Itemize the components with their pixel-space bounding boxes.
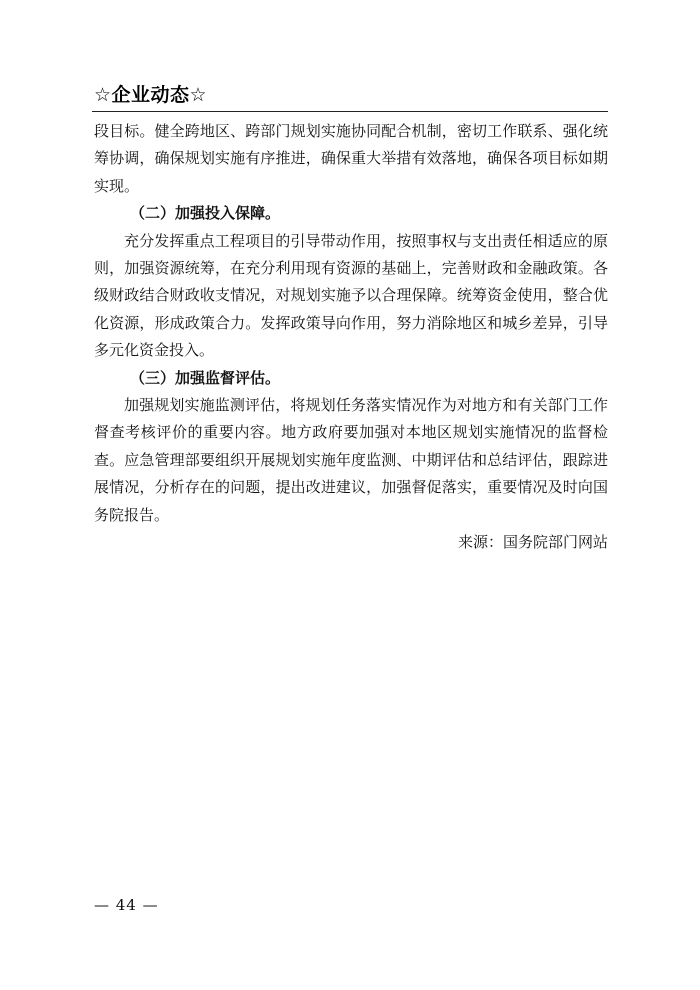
- subheading-supervision: （三）加强监督评估。: [130, 368, 281, 387]
- section-header: ☆企业动态☆: [94, 84, 208, 106]
- header-divider: [92, 111, 608, 112]
- source-attribution: 来源：国务院部门网站: [457, 533, 608, 552]
- subheading-investment: （二）加强投入保障。: [130, 204, 281, 223]
- page-number: — 44 —: [94, 896, 159, 914]
- document-body: [94, 118, 608, 557]
- paragraph-investment: 充分发挥重点工程项目的引导带动作用，按照事权与支出责任相适应的原则，加强资源统筹，在充分利用现有资源的基础上，完善财政和金融政策。各级财政结合财政收支情况，对规划实施予以合理保障。统筹资金使用，整合优化资源，形成政策合力。发挥政策导向作用，努力消除地区和城乡差异，引导多元化资金投入。: [94, 231, 608, 360]
- paragraph-supervision: 加强规划实施监测评估，将规划任务落实情况作为对地方和有关部门工作督查考核评价的重要内容。地方政府要加强对本地区规划实施情况的监督检查。应急管理部要组织开展规划实施年度监测、中期评估和总结评估，跟踪进展情况，分析存在的问题，提出改进建议，加强督促落实，重要情况及时向国务院报告。: [94, 396, 608, 524]
- paragraph-continued: 段目标。健全跨地区、跨部门规划实施协同配合机制，密切工作联系、强化统筹协调，确保规划实施有序推进，确保重大举措有效落地，确保各项目标如期实现。: [94, 122, 608, 195]
